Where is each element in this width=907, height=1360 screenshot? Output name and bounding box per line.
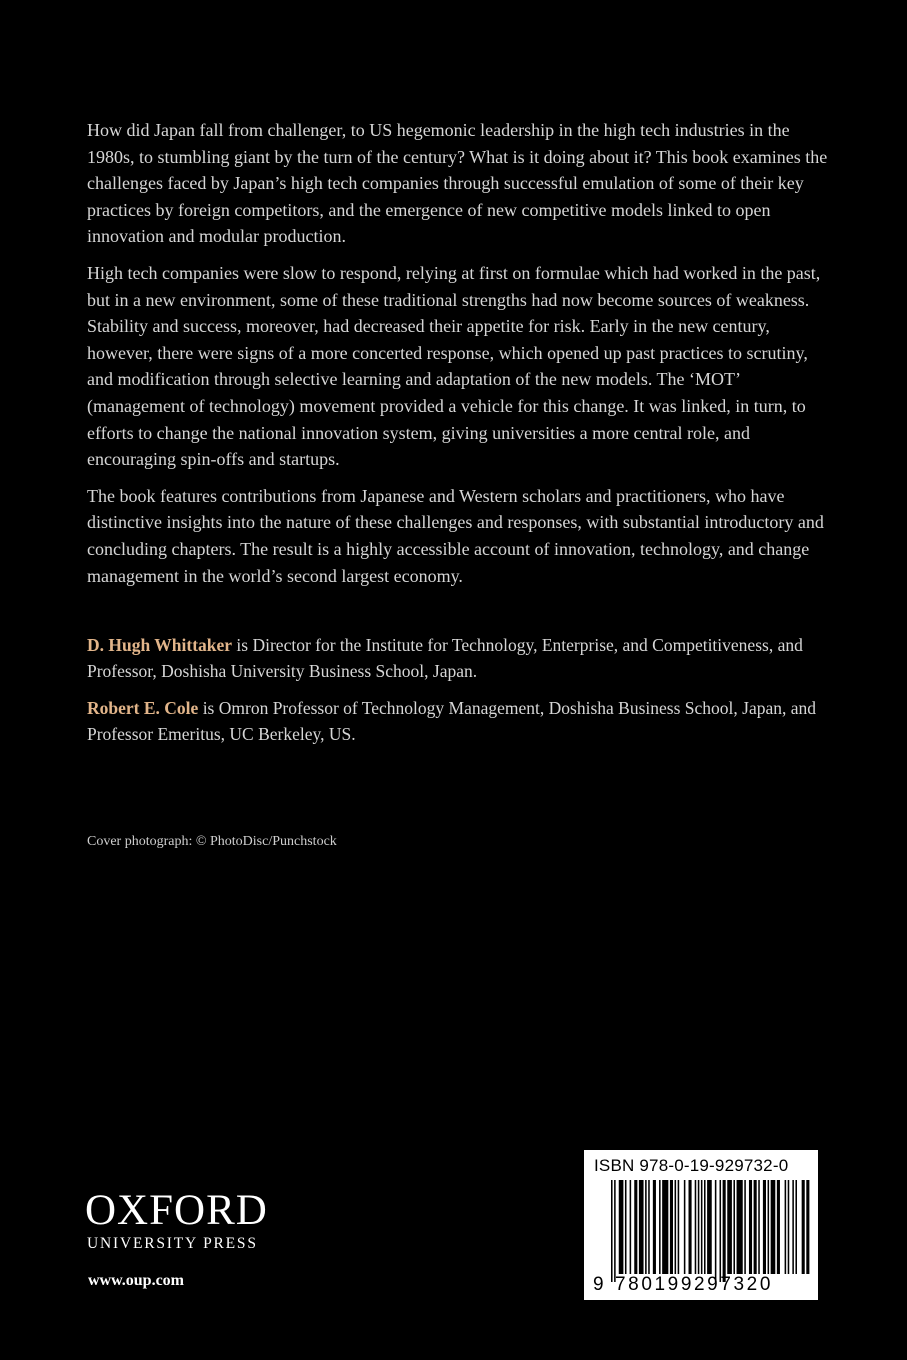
description-paragraph-1: How did Japan fall from challenger, to US hegemonic leadership in the high tech industries in the 1980s, to stumbling giant by the turn of the century? What is it doing about it? This book examines the challenges faced by Japan’s high tech companies through successful emulation of some of their key practices by foreign competitors, and the emergence of new competitive models linked to open innovation and modular production. — [87, 120, 828, 247]
barcode-bar — [707, 1180, 712, 1274]
description-paragraph-3: The book features contributions from Japanese and Western scholars and practitioners, who have distinctive insights into the nature of these challenges and responses, with substantial introductory and concluding chapters. The result is a highly accessible account of innovation, technology, and change management in the world’s second largest economy. — [87, 485, 824, 586]
author-name-2: Robert E. Cole — [87, 698, 199, 718]
barcode-bar — [689, 1180, 692, 1274]
author-bio-text-2: is Omron Professor of Technology Management, Doshisha Business School, Japan, and Professor Emeritus, UC Berkeley, US. — [87, 698, 816, 744]
barcode-bar — [785, 1180, 787, 1274]
publisher-logo — [85, 1188, 295, 1253]
barcode-bar — [659, 1180, 661, 1274]
barcode-bar — [749, 1180, 752, 1274]
barcode-bar — [634, 1180, 637, 1274]
barcode-bar — [758, 1180, 760, 1274]
barcode-bar — [625, 1180, 627, 1274]
book-description — [87, 117, 832, 599]
author-bio-2 — [87, 695, 832, 747]
barcode-bar — [795, 1180, 797, 1274]
barcode-bar — [720, 1180, 722, 1282]
barcode-bar — [614, 1180, 616, 1282]
author-bios — [87, 632, 832, 758]
barcode-bar — [675, 1180, 677, 1274]
barcode-bar — [754, 1180, 757, 1274]
barcode-bar — [645, 1180, 647, 1274]
barcode-bar — [802, 1180, 805, 1274]
barcode-bar — [648, 1180, 650, 1274]
barcode-digit-string: 780199297320 — [615, 1274, 774, 1295]
cover-photo-credit: Cover photograph: © PhotoDisc/Punchstock — [87, 834, 337, 849]
barcode-bar — [763, 1180, 766, 1274]
barcode-bar — [737, 1180, 743, 1274]
author-bio-text-1: is Director for the Institute for Technology, Enterprise, and Competitiveness, and Professor, Doshisha University Business School, Japan. — [87, 635, 803, 681]
barcode-bar — [619, 1180, 624, 1274]
barcode-bar — [701, 1180, 703, 1274]
barcode-bar — [768, 1180, 770, 1274]
barcode-bar — [678, 1180, 680, 1274]
barcode-bar — [684, 1180, 686, 1274]
barcode-bar — [792, 1180, 794, 1274]
barcode-bar — [662, 1180, 668, 1274]
publisher-logo-main: OXFORD — [85, 1187, 268, 1234]
description-paragraph-2: High tech companies were slow to respond, relying at first on formulae which had worked in the past, but in a new environment, some of these traditional strengths had now become sources of weakness. Stability and success, moreover, had decreased their appetite for risk. Early in the new century, however, there were signs of a more concerted response, which opened up past practices to scrutiny, and modification through selective learning and adaptation of the new models. The ‘MOT’ (management of technology) movement provided a vehicle for this change. It was linked, in turn, to efforts to change the national innovation system, giving universities a more central role, and encouraging spin-offs and startups. — [87, 262, 821, 470]
author-bio-1 — [87, 632, 832, 684]
barcode-bar — [611, 1180, 613, 1282]
author-name-1: D. Hugh Whittaker — [87, 635, 233, 655]
barcode-bar — [744, 1180, 746, 1274]
barcode-bar — [788, 1180, 790, 1274]
isbn-barcode — [584, 1150, 818, 1300]
barcode-bar — [704, 1180, 706, 1274]
barcode-digits — [584, 1274, 818, 1296]
publisher-url[interactable]: www.oup.com — [88, 1272, 185, 1289]
barcode-first-digit: 9 — [593, 1274, 604, 1295]
barcode-bar — [653, 1180, 656, 1274]
barcode-bar — [806, 1180, 809, 1274]
barcode-bar — [733, 1180, 735, 1274]
barcode-bar — [670, 1180, 673, 1274]
barcode-bar — [723, 1180, 726, 1282]
barcode-bar — [698, 1180, 700, 1274]
barcode-bar — [727, 1180, 732, 1274]
barcode-bar — [715, 1180, 717, 1282]
barcode-bar — [777, 1180, 780, 1274]
publisher-logo-sub: UNIVERSITY PRESS — [87, 1235, 258, 1252]
barcode-bar — [771, 1180, 776, 1274]
barcode-bar — [695, 1180, 697, 1274]
barcode-bar — [639, 1180, 644, 1274]
isbn-label: ISBN 978-0-19-929732-0 — [594, 1156, 789, 1175]
barcode-bar — [630, 1180, 632, 1274]
